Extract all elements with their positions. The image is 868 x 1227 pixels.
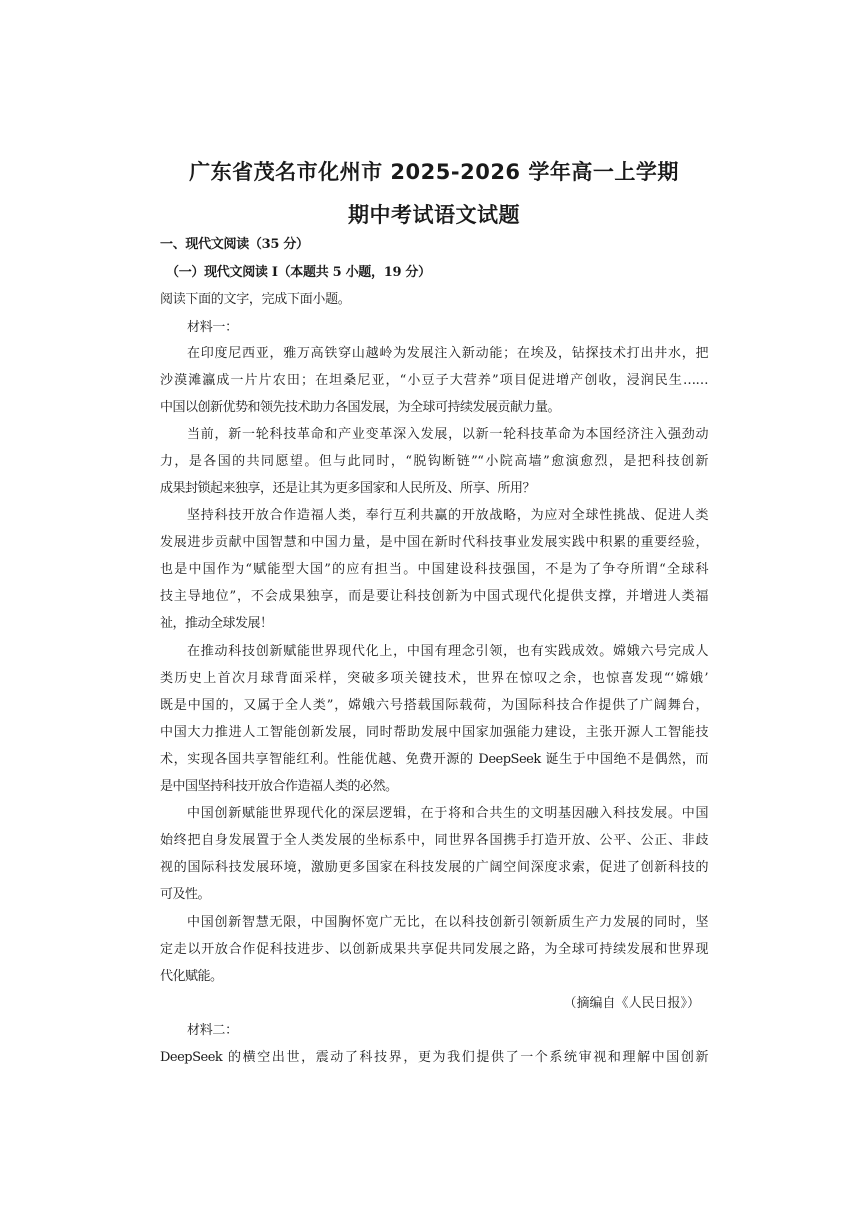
paragraph-line: 类历史上首次月球背面采样，突破多项关键技术，世界在惊叹之余，也惊喜发现“‘嫦娥’ (160, 671, 708, 686)
exam-title-line2: 期中考试语文试题 (348, 203, 520, 227)
paragraph-line: 代化赋能。 (160, 969, 223, 984)
paragraph-line: 视的国际科技发展环境，激励更多国家在科技发展的广阔空间深度求索，促进了创新科技的 (160, 860, 708, 875)
material1-label: 材料一： (187, 320, 238, 335)
material1-source: （摘编自《人民日报》） (563, 996, 700, 1011)
paragraph-line: 中国大力推进人工智能创新发展，同时帮助发展中国家加强能力建设，主张开源人工智能技 (160, 725, 708, 740)
paragraph-line: 在印度尼西亚，雅万高铁穿山越岭为发展注入新动能；在埃及，钻探技术打出井水，把 (187, 346, 708, 361)
paragraph-line: 技主导地位”，不会成果独享，而是要让科技创新为中国式现代化提供支撑，并增进人类福 (160, 589, 708, 604)
material2-first-line: DeepSeek 的横空出世，震动了科技界，更为我们提供了一个系统审视和理解中国创新 (160, 1050, 708, 1065)
paragraph-line: 中国以创新优势和领先技术助力各国发展，为全球可持续发展贡献力量。 (160, 400, 561, 415)
paragraph-line: 定走以开放合作促科技进步、以创新成果共享促共同发展之路，为全球可持续发展和世界现 (160, 942, 708, 957)
paragraph-line: 当前，新一轮科技革命和产业变革深入发展，以新一轮科技革命为本国经济注入强劲动 (187, 427, 708, 442)
section-heading: 一、现代文阅读（35 分） (160, 237, 309, 252)
paragraph-line: 成果封锁起来独享，还是让其为更多国家和人民所及、所享、所用？ (160, 481, 536, 496)
paragraph-line: 中国创新智慧无限，中国胸怀宽广无比，在以科技创新引领新质生产力发展的同时，坚 (187, 915, 708, 930)
paragraph-line: 术，实现各国共享智能红利。性能优越、免费开源的 DeepSeek 诞生于中国绝不是偶然，而 (160, 752, 708, 767)
paragraph-line: 在推动科技创新赋能世界现代化上，中国有理念引领，也有实践成效。嫦娥六号完成人 (187, 644, 708, 659)
paragraph-line: 可及性。 (160, 887, 211, 902)
reading-instruction: 阅读下面的文字，完成下面小题。 (160, 292, 351, 307)
paragraph-line: 发展进步贡献中国智慧和中国力量，是中国在新时代科技事业发展实践中积累的重要经验， (160, 535, 708, 550)
paragraph-line: 中国创新赋能世界现代化的深层逻辑，在于将和合共生的文明基因融入科技发展。中国 (187, 806, 708, 821)
paragraph-line: 既是中国的，又属于全人类”，嫦娥六号搭载国际载荷，为国际科技合作提供了广阔舞台， (160, 698, 708, 713)
paragraph-line: 坚持科技开放合作造福人类，奉行互利共赢的开放战略，为应对全球性挑战、促进人类 (187, 508, 708, 523)
paragraph-line: 始终把自身发展置于全人类发展的坐标系中，同世界各国携手打造开放、公平、公正、非歧 (160, 833, 708, 848)
paragraph-line: 也是中国作为“赋能型大国”的应有担当。中国建设科技强国，不是为了争夺所谓“全球科 (160, 562, 708, 577)
paragraph-line: 沙漠滩瀛成一片片农田；在坦桑尼亚，“小豆子大营养”项目促进增产创收，浸润民生…… (160, 373, 708, 388)
paragraph-line: 力，是各国的共同愿望。但与此同时，“脱钩断链”“小院高墙”愈演愈烈，是把科技创新 (160, 454, 708, 469)
exam-title-line1: 广东省茂名市化州市 2025-2026 学年高一上学期 (189, 160, 679, 184)
subsection-heading: （一）现代文阅读 I（本题共 5 小题，19 分） (166, 265, 431, 280)
paragraph-line: 祉，推动全球发展！ (160, 616, 273, 631)
paragraph-line: 是中国坚持科技开放合作造福人类的必然。 (160, 779, 398, 794)
material2-label: 材料二： (187, 1023, 238, 1038)
